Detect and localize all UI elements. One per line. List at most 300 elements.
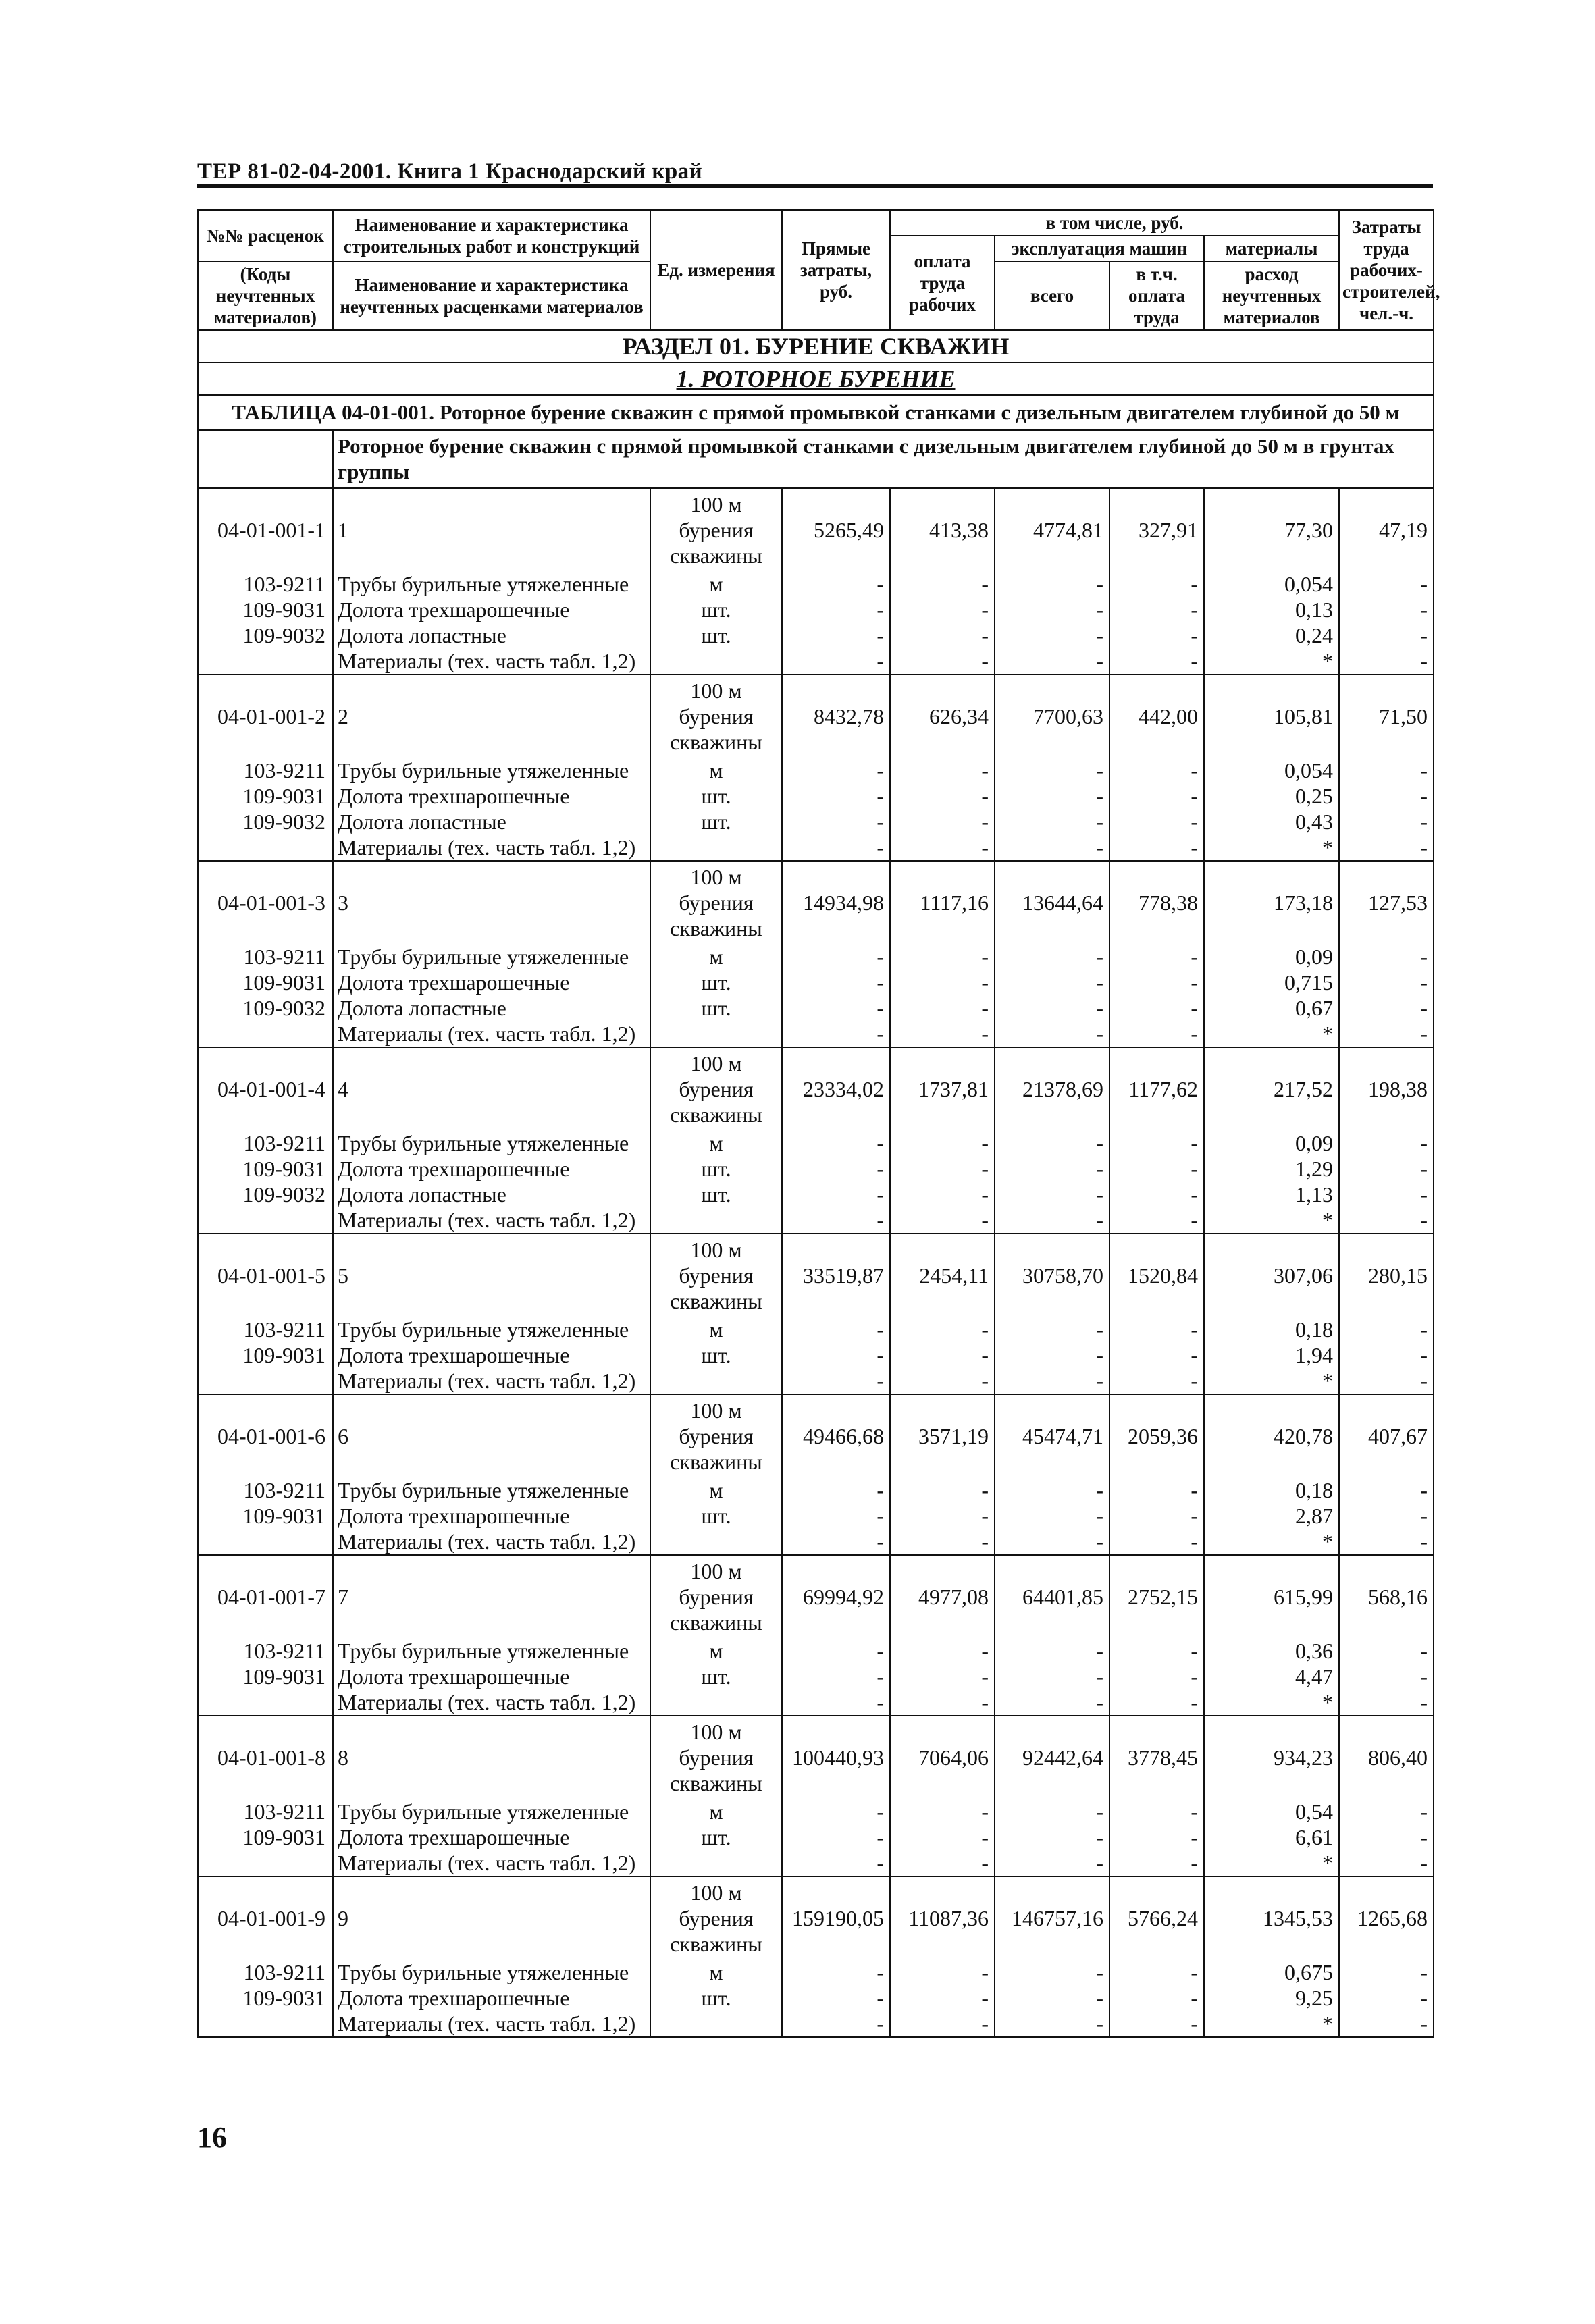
material-row xyxy=(198,1368,1434,1394)
material-machines-wages: - xyxy=(1109,783,1204,809)
material-wages: - xyxy=(890,1689,995,1716)
material-code: 103-9211 xyxy=(198,758,333,783)
material-name: Трубы бурильные утяжеленные xyxy=(333,944,650,970)
material-direct: - xyxy=(782,783,890,809)
norm-row xyxy=(198,488,1434,571)
material-direct: - xyxy=(782,571,890,597)
material-direct: - xyxy=(782,1529,890,1555)
direct-cost: 8432,78 xyxy=(782,675,890,758)
material-machines: - xyxy=(995,1664,1109,1689)
material-labor: - xyxy=(1339,944,1434,970)
material-code: 109-9032 xyxy=(198,623,333,648)
material-consumption: 0,09 xyxy=(1204,1130,1339,1156)
material-machines-wages: - xyxy=(1109,1477,1204,1503)
material-direct: - xyxy=(782,648,890,675)
material-name: Трубы бурильные утяжеленные xyxy=(333,758,650,783)
material-direct: - xyxy=(782,1664,890,1689)
norm-code: 04-01-001-5 xyxy=(198,1234,333,1317)
material-code xyxy=(198,1689,333,1716)
material-wages: - xyxy=(890,1799,995,1824)
machines-wages-cost: 778,38 xyxy=(1109,861,1204,944)
material-unit xyxy=(650,1529,782,1555)
col-code-top: №№ расценок xyxy=(198,210,333,261)
material-machines-wages: - xyxy=(1109,1689,1204,1716)
material-machines-wages: - xyxy=(1109,2011,1204,2037)
material-row xyxy=(198,571,1434,597)
col-name-top: Наименование и характеристика строительных работ и конструкций xyxy=(333,210,650,261)
material-machines-wages: - xyxy=(1109,1850,1204,1876)
norm-row xyxy=(198,675,1434,758)
material-wages: - xyxy=(890,1317,995,1342)
material-machines-wages: - xyxy=(1109,571,1204,597)
norm-unit: 100 м бурения скважины xyxy=(650,1047,782,1130)
material-code: 109-9031 xyxy=(198,1503,333,1529)
material-code xyxy=(198,2011,333,2037)
material-machines-wages: - xyxy=(1109,1130,1204,1156)
material-unit: шт. xyxy=(650,809,782,835)
material-labor: - xyxy=(1339,1368,1434,1394)
wages-cost: 4977,08 xyxy=(890,1555,995,1638)
material-row xyxy=(198,1824,1434,1850)
norms-table xyxy=(197,209,1440,2038)
material-labor: - xyxy=(1339,1182,1434,1207)
material-row xyxy=(198,944,1434,970)
norm-name: 8 xyxy=(333,1716,650,1799)
material-machines: - xyxy=(995,835,1109,861)
material-machines-wages: - xyxy=(1109,1021,1204,1047)
subsection-title: 1. РОТОРНОЕ БУРЕНИЕ xyxy=(198,363,1434,395)
labor-cost: 568,16 xyxy=(1339,1555,1434,1638)
material-machines: - xyxy=(995,1317,1109,1342)
direct-cost: 159190,05 xyxy=(782,1876,890,1959)
material-unit: шт. xyxy=(650,597,782,623)
material-row xyxy=(198,1207,1434,1234)
material-labor: - xyxy=(1339,1850,1434,1876)
material-name: Долота трехшарошечные xyxy=(333,1985,650,2011)
material-labor: - xyxy=(1339,1477,1434,1503)
table-body xyxy=(198,330,1434,2037)
material-wages: - xyxy=(890,597,995,623)
running-header: ТЕР 81-02-04-2001. Книга 1 Краснодарский край xyxy=(197,159,703,184)
material-wages: - xyxy=(890,1959,995,1985)
material-machines: - xyxy=(995,970,1109,995)
col-direct: Прямые затраты, руб. xyxy=(782,210,890,330)
col-incl-group: в том числе, руб. xyxy=(890,210,1339,236)
material-row xyxy=(198,1477,1434,1503)
material-direct: - xyxy=(782,809,890,835)
wages-cost: 1117,16 xyxy=(890,861,995,944)
material-name: Трубы бурильные утяжеленные xyxy=(333,1959,650,1985)
material-name: Трубы бурильные утяжеленные xyxy=(333,1799,650,1824)
material-row xyxy=(198,835,1434,861)
material-consumption: 0,54 xyxy=(1204,1799,1339,1824)
wages-cost: 1737,81 xyxy=(890,1047,995,1130)
material-unit xyxy=(650,835,782,861)
table-header xyxy=(198,210,1440,330)
material-consumption: 0,24 xyxy=(1204,623,1339,648)
norm-unit: 100 м бурения скважины xyxy=(650,1555,782,1638)
material-labor: - xyxy=(1339,995,1434,1021)
machines-cost: 4774,81 xyxy=(995,488,1109,571)
material-unit xyxy=(650,1850,782,1876)
material-machines-wages: - xyxy=(1109,758,1204,783)
material-row xyxy=(198,995,1434,1021)
col-materials: материалы xyxy=(1204,236,1339,261)
material-machines-wages: - xyxy=(1109,835,1204,861)
material-unit: шт. xyxy=(650,1985,782,2011)
machines-cost: 13644,64 xyxy=(995,861,1109,944)
material-machines-wages: - xyxy=(1109,970,1204,995)
material-code: 109-9032 xyxy=(198,995,333,1021)
material-wages: - xyxy=(890,970,995,995)
material-code: 103-9211 xyxy=(198,1317,333,1342)
material-consumption: 0,13 xyxy=(1204,597,1339,623)
material-code xyxy=(198,1850,333,1876)
material-consumption: 0,18 xyxy=(1204,1317,1339,1342)
norm-unit: 100 м бурения скважины xyxy=(650,675,782,758)
material-wages: - xyxy=(890,1368,995,1394)
labor-cost: 198,38 xyxy=(1339,1047,1434,1130)
material-row xyxy=(198,648,1434,675)
material-consumption: 0,18 xyxy=(1204,1477,1339,1503)
material-labor: - xyxy=(1339,970,1434,995)
norm-row xyxy=(198,861,1434,944)
material-machines-wages: - xyxy=(1109,1664,1204,1689)
norm-code: 04-01-001-9 xyxy=(198,1876,333,1959)
material-machines-wages: - xyxy=(1109,995,1204,1021)
material-unit: м xyxy=(650,1638,782,1664)
materials-cost: 77,30 xyxy=(1204,488,1339,571)
material-labor: - xyxy=(1339,1638,1434,1664)
norm-name: 3 xyxy=(333,861,650,944)
material-unit: м xyxy=(650,1799,782,1824)
material-direct: - xyxy=(782,1342,890,1368)
material-direct: - xyxy=(782,1130,890,1156)
direct-cost: 14934,98 xyxy=(782,861,890,944)
materials-cost: 615,99 xyxy=(1204,1555,1339,1638)
materials-cost: 420,78 xyxy=(1204,1394,1339,1477)
material-name: Трубы бурильные утяжеленные xyxy=(333,1130,650,1156)
norm-code: 04-01-001-3 xyxy=(198,861,333,944)
material-name: Материалы (тех. часть табл. 1,2) xyxy=(333,1850,650,1876)
material-machines-wages: - xyxy=(1109,1156,1204,1182)
material-unit: шт. xyxy=(650,623,782,648)
material-wages: - xyxy=(890,1207,995,1234)
material-name: Трубы бурильные утяжеленные xyxy=(333,571,650,597)
material-code: 109-9031 xyxy=(198,1985,333,2011)
material-name: Долота лопастные xyxy=(333,809,650,835)
material-wages: - xyxy=(890,944,995,970)
material-labor: - xyxy=(1339,1207,1434,1234)
material-wages: - xyxy=(890,1130,995,1156)
material-labor: - xyxy=(1339,783,1434,809)
machines-wages-cost: 1177,62 xyxy=(1109,1047,1204,1130)
machines-wages-cost: 3778,45 xyxy=(1109,1716,1204,1799)
material-machines-wages: - xyxy=(1109,944,1204,970)
material-unit: м xyxy=(650,758,782,783)
materials-cost: 934,23 xyxy=(1204,1716,1339,1799)
direct-cost: 49466,68 xyxy=(782,1394,890,1477)
material-consumption: 6,61 xyxy=(1204,1824,1339,1850)
material-machines-wages: - xyxy=(1109,1317,1204,1342)
material-direct: - xyxy=(782,1824,890,1850)
materials-cost: 1345,53 xyxy=(1204,1876,1339,1959)
material-machines-wages: - xyxy=(1109,809,1204,835)
material-wages: - xyxy=(890,1638,995,1664)
material-machines: - xyxy=(995,1156,1109,1182)
material-consumption: * xyxy=(1204,835,1339,861)
material-unit: шт. xyxy=(650,1156,782,1182)
col-materials-sub: расход неучтенных материалов xyxy=(1204,261,1339,330)
material-direct: - xyxy=(782,1638,890,1664)
material-row xyxy=(198,597,1434,623)
material-machines: - xyxy=(995,1824,1109,1850)
material-row xyxy=(198,1342,1434,1368)
group-title: Роторное бурение скважин с прямой промывкой станками с дизельным двигателем глубиной до 50 м в грунтах группы xyxy=(333,430,1434,488)
material-machines-wages: - xyxy=(1109,623,1204,648)
material-row xyxy=(198,809,1434,835)
material-wages: - xyxy=(890,1664,995,1689)
material-machines-wages: - xyxy=(1109,1503,1204,1529)
material-direct: - xyxy=(782,623,890,648)
material-machines: - xyxy=(995,1368,1109,1394)
material-consumption: * xyxy=(1204,1689,1339,1716)
material-machines-wages: - xyxy=(1109,648,1204,675)
col-code-bottom: (Коды неучтенных материалов) xyxy=(198,261,333,330)
norm-row xyxy=(198,1234,1434,1317)
material-wages: - xyxy=(890,1156,995,1182)
material-direct: - xyxy=(782,1207,890,1234)
norm-code: 04-01-001-6 xyxy=(198,1394,333,1477)
machines-wages-cost: 2059,36 xyxy=(1109,1394,1204,1477)
material-code: 103-9211 xyxy=(198,1799,333,1824)
material-code: 109-9031 xyxy=(198,970,333,995)
wages-cost: 413,38 xyxy=(890,488,995,571)
material-row xyxy=(198,1638,1434,1664)
table-title: ТАБЛИЦА 04-01-001. Роторное бурение скважин с прямой промывкой станками с дизельным двигателем глубиной до 50 м xyxy=(198,395,1434,430)
machines-cost: 45474,71 xyxy=(995,1394,1109,1477)
material-labor: - xyxy=(1339,1959,1434,1985)
norm-unit: 100 м бурения скважины xyxy=(650,488,782,571)
material-wages: - xyxy=(890,758,995,783)
norm-name: 2 xyxy=(333,675,650,758)
material-wages: - xyxy=(890,1985,995,2011)
material-machines: - xyxy=(995,1207,1109,1234)
material-labor: - xyxy=(1339,1824,1434,1850)
material-machines: - xyxy=(995,1985,1109,2011)
material-unit xyxy=(650,1021,782,1047)
material-row xyxy=(198,1799,1434,1824)
norm-unit: 100 м бурения скважины xyxy=(650,1876,782,1959)
norm-name: 1 xyxy=(333,488,650,571)
material-direct: - xyxy=(782,1317,890,1342)
material-code: 109-9031 xyxy=(198,1342,333,1368)
direct-cost: 33519,87 xyxy=(782,1234,890,1317)
material-machines: - xyxy=(995,809,1109,835)
material-unit xyxy=(650,1207,782,1234)
machines-cost: 64401,85 xyxy=(995,1555,1109,1638)
material-unit: м xyxy=(650,1317,782,1342)
material-direct: - xyxy=(782,995,890,1021)
material-code: 103-9211 xyxy=(198,1477,333,1503)
labor-cost: 47,19 xyxy=(1339,488,1434,571)
material-direct: - xyxy=(782,758,890,783)
material-wages: - xyxy=(890,623,995,648)
material-direct: - xyxy=(782,1985,890,2011)
norm-code: 04-01-001-7 xyxy=(198,1555,333,1638)
material-row xyxy=(198,1130,1434,1156)
material-name: Долота трехшарошечные xyxy=(333,597,650,623)
norm-code: 04-01-001-2 xyxy=(198,675,333,758)
norm-unit: 100 м бурения скважины xyxy=(650,861,782,944)
material-name: Долота трехшарошечные xyxy=(333,1156,650,1182)
material-consumption: * xyxy=(1204,648,1339,675)
material-consumption: 0,36 xyxy=(1204,1638,1339,1664)
labor-cost: 407,67 xyxy=(1339,1394,1434,1477)
material-consumption: 0,054 xyxy=(1204,571,1339,597)
material-consumption: 9,25 xyxy=(1204,1985,1339,2011)
material-wages: - xyxy=(890,809,995,835)
material-row xyxy=(198,970,1434,995)
material-code: 103-9211 xyxy=(198,1130,333,1156)
material-code: 109-9032 xyxy=(198,1182,333,1207)
material-row xyxy=(198,1317,1434,1342)
material-name: Долота трехшарошечные xyxy=(333,1503,650,1529)
material-labor: - xyxy=(1339,1021,1434,1047)
material-unit xyxy=(650,648,782,675)
material-wages: - xyxy=(890,1850,995,1876)
material-row xyxy=(198,623,1434,648)
norm-name: 9 xyxy=(333,1876,650,1959)
material-wages: - xyxy=(890,1503,995,1529)
material-code: 109-9032 xyxy=(198,809,333,835)
labor-cost: 71,50 xyxy=(1339,675,1434,758)
material-wages: - xyxy=(890,1477,995,1503)
material-code xyxy=(198,1021,333,1047)
materials-cost: 173,18 xyxy=(1204,861,1339,944)
material-direct: - xyxy=(782,835,890,861)
material-unit: м xyxy=(650,1959,782,1985)
material-name: Материалы (тех. часть табл. 1,2) xyxy=(333,835,650,861)
material-labor: - xyxy=(1339,597,1434,623)
machines-cost: 146757,16 xyxy=(995,1876,1109,1959)
material-machines: - xyxy=(995,571,1109,597)
norm-row xyxy=(198,1555,1434,1638)
material-row xyxy=(198,1021,1434,1047)
col-labor: Затраты труда рабочих-строителей, чел.-ч. xyxy=(1339,210,1434,330)
material-name: Материалы (тех. часть табл. 1,2) xyxy=(333,648,650,675)
machines-wages-cost: 442,00 xyxy=(1109,675,1204,758)
material-wages: - xyxy=(890,1824,995,1850)
material-code xyxy=(198,1368,333,1394)
material-direct: - xyxy=(782,1182,890,1207)
material-machines-wages: - xyxy=(1109,1824,1204,1850)
material-name: Материалы (тех. часть табл. 1,2) xyxy=(333,1529,650,1555)
material-unit: шт. xyxy=(650,995,782,1021)
material-name: Долота лопастные xyxy=(333,995,650,1021)
material-machines: - xyxy=(995,623,1109,648)
material-consumption: * xyxy=(1204,1207,1339,1234)
material-name: Долота трехшарошечные xyxy=(333,1342,650,1368)
material-machines-wages: - xyxy=(1109,1342,1204,1368)
material-row xyxy=(198,1529,1434,1555)
material-machines: - xyxy=(995,1638,1109,1664)
col-unit: Ед. измерения xyxy=(650,210,782,330)
material-direct: - xyxy=(782,1799,890,1824)
material-consumption: * xyxy=(1204,1850,1339,1876)
material-unit: шт. xyxy=(650,783,782,809)
labor-cost: 1265,68 xyxy=(1339,1876,1434,1959)
norm-row xyxy=(198,1047,1434,1130)
material-machines-wages: - xyxy=(1109,1638,1204,1664)
material-code: 109-9031 xyxy=(198,1664,333,1689)
material-code xyxy=(198,648,333,675)
material-row xyxy=(198,1182,1434,1207)
material-labor: - xyxy=(1339,623,1434,648)
material-direct: - xyxy=(782,944,890,970)
material-labor: - xyxy=(1339,1156,1434,1182)
material-name: Трубы бурильные утяжеленные xyxy=(333,1477,650,1503)
material-code: 103-9211 xyxy=(198,1959,333,1985)
material-machines-wages: - xyxy=(1109,1799,1204,1824)
norm-row xyxy=(198,1716,1434,1799)
material-direct: - xyxy=(782,1368,890,1394)
norm-name: 4 xyxy=(333,1047,650,1130)
material-wages: - xyxy=(890,1021,995,1047)
material-machines: - xyxy=(995,1342,1109,1368)
material-name: Материалы (тех. часть табл. 1,2) xyxy=(333,1368,650,1394)
material-name: Трубы бурильные утяжеленные xyxy=(333,1317,650,1342)
material-wages: - xyxy=(890,571,995,597)
labor-cost: 280,15 xyxy=(1339,1234,1434,1317)
wages-cost: 3571,19 xyxy=(890,1394,995,1477)
material-row xyxy=(198,1156,1434,1182)
material-labor: - xyxy=(1339,2011,1434,2037)
material-consumption: * xyxy=(1204,2011,1339,2037)
col-name-bottom: Наименование и характеристика неучтенных расценками материалов xyxy=(333,261,650,330)
material-unit xyxy=(650,1689,782,1716)
material-consumption: 0,054 xyxy=(1204,758,1339,783)
machines-cost: 21378,69 xyxy=(995,1047,1109,1130)
material-wages: - xyxy=(890,2011,995,2037)
material-machines: - xyxy=(995,2011,1109,2037)
machines-wages-cost: 327,91 xyxy=(1109,488,1204,571)
labor-cost: 127,53 xyxy=(1339,861,1434,944)
material-unit: м xyxy=(650,1130,782,1156)
material-consumption: 1,94 xyxy=(1204,1342,1339,1368)
material-row xyxy=(198,1959,1434,1985)
material-machines: - xyxy=(995,1959,1109,1985)
material-machines-wages: - xyxy=(1109,597,1204,623)
material-wages: - xyxy=(890,648,995,675)
group-spacer xyxy=(198,430,333,488)
material-name: Долота трехшарошечные xyxy=(333,1664,650,1689)
material-consumption: 1,29 xyxy=(1204,1156,1339,1182)
material-labor: - xyxy=(1339,835,1434,861)
wages-cost: 7064,06 xyxy=(890,1716,995,1799)
direct-cost: 5265,49 xyxy=(782,488,890,571)
material-code: 103-9211 xyxy=(198,571,333,597)
material-machines-wages: - xyxy=(1109,1985,1204,2011)
machines-cost: 92442,64 xyxy=(995,1716,1109,1799)
material-consumption: 1,13 xyxy=(1204,1182,1339,1207)
material-consumption: 2,87 xyxy=(1204,1503,1339,1529)
material-wages: - xyxy=(890,1529,995,1555)
material-wages: - xyxy=(890,835,995,861)
material-direct: - xyxy=(782,1477,890,1503)
col-wages: оплата труда рабочих xyxy=(890,236,995,330)
material-name: Долота трехшарошечные xyxy=(333,783,650,809)
